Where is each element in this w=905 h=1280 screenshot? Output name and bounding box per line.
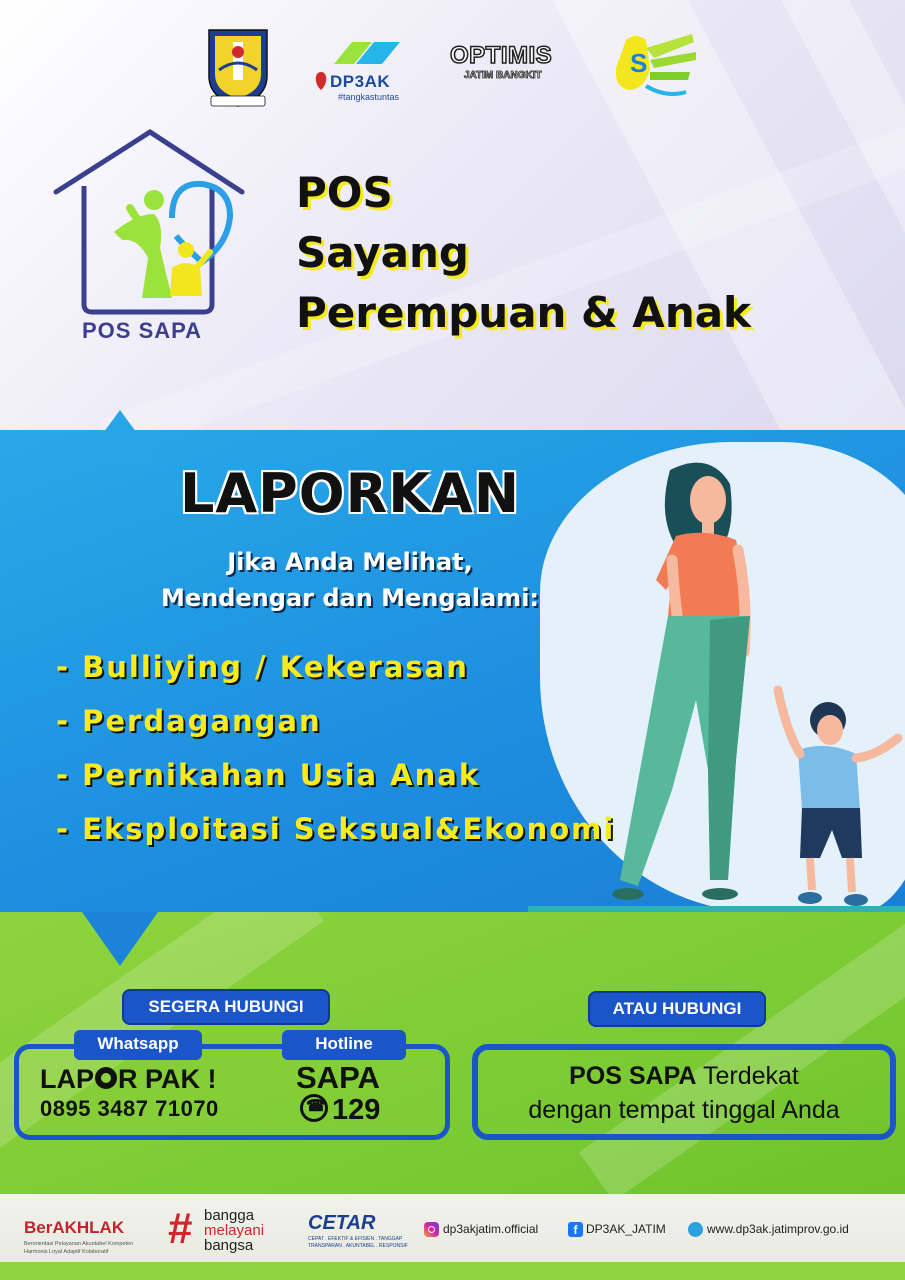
hotline-tab: Hotline [282, 1030, 406, 1060]
lapor-post: R PAK ! [118, 1064, 217, 1094]
cetar-logo: CETAR [308, 1212, 376, 1234]
speech-notch-bottom [82, 912, 158, 966]
facebook-handle: DP3AK_JATIM [586, 1222, 666, 1236]
report-item: - Perdagangan [56, 704, 322, 738]
report-heading: LAPORKAN [179, 462, 521, 525]
title-line-2: Sayang [296, 228, 469, 277]
dp3ak-logo [312, 36, 412, 106]
hotline-number-text: 129 [332, 1094, 381, 1126]
hashtag-icon: # [168, 1204, 193, 1253]
optimis-logo-text: OPTIMIS [450, 42, 553, 69]
instagram-icon [424, 1222, 439, 1237]
whatsapp-number[interactable]: 0895 3487 71070 [40, 1096, 219, 1121]
hotline-name: SAPA [296, 1060, 380, 1095]
title-line-3: Perempuan & Anak [296, 288, 751, 337]
whatsapp-tab: Whatsapp [74, 1030, 202, 1060]
title-line-1: POS [296, 168, 393, 217]
nearest-pos-bold: POS SAPA [569, 1062, 697, 1090]
footer-bottom-bar [0, 1262, 905, 1280]
instagram-handle: dp3akjatim.official [443, 1222, 539, 1236]
bangga-line-1: bangga [204, 1207, 255, 1224]
contact-box-nearest [472, 1044, 896, 1140]
lapor-pre: LAP [40, 1064, 94, 1094]
report-subtitle-line-1: Jika Anda Melihat, [227, 548, 473, 576]
lapor-pak-label [40, 1064, 217, 1095]
optimis-logo [450, 42, 570, 92]
whatsapp-icon [95, 1067, 117, 1089]
globe-icon [688, 1222, 703, 1237]
partner-logos [0, 22, 905, 112]
website-link[interactable] [688, 1222, 849, 1237]
sapa-hand-logo [606, 28, 702, 104]
svg-text:S: S [630, 48, 648, 78]
phone-icon [300, 1094, 328, 1122]
berakhlak-logo: BerAKHLAK [24, 1218, 125, 1237]
hotline-number[interactable] [300, 1094, 380, 1127]
nearest-pos-line-1 [478, 1062, 890, 1091]
website-url: www.dp3ak.jatimprov.go.id [707, 1222, 849, 1236]
facebook-icon: f [568, 1222, 583, 1237]
berakhlak-subtitle: Berorientasi Pelayanan Akuntabel Kompeten Harmonis Loyal Adaptif Kolaboratif [24, 1241, 134, 1255]
bangga-melayani-bangsa-logo [204, 1208, 264, 1253]
dp3ak-tagline: #tangkastuntas [338, 92, 400, 102]
report-subtitle-line-2: Mendengar dan Mengalami: [160, 584, 540, 612]
speech-notch-top [82, 410, 158, 462]
instagram-link[interactable] [424, 1222, 538, 1237]
nearest-pos-line-2: dengan tempat tinggal Anda [528, 1096, 840, 1124]
mother-child-illustration [560, 440, 905, 910]
atau-hubungi-label: ATAU HUBUNGI [588, 991, 766, 1027]
dp3ak-logo-text: DP3AK [330, 72, 391, 91]
report-item: - Bulliying / Kekerasan [56, 650, 469, 684]
report-item: - Eksploitasi Seksual&Ekonomi [56, 812, 616, 846]
segera-hubungi-label: SEGERA HUBUNGI [122, 989, 330, 1025]
cetar-subtitle: CEPAT . EFEKTIF & EFISIEN . TANGGAP TRANSPARAN . AKUNTABEL . RESPONSIF [308, 1236, 408, 1249]
optimis-logo-subtext: JATIM BANGKIT [464, 70, 542, 81]
bangga-line-3: bangsa [204, 1237, 254, 1254]
nearest-pos-rest: Terdekat [696, 1062, 799, 1090]
pos-sapa-label: POS SAPA [82, 318, 203, 343]
bangga-line-2: melayani [204, 1222, 265, 1239]
facebook-link[interactable] [568, 1222, 666, 1237]
report-item: - Pernikahan Usia Anak [56, 758, 481, 792]
pos-sapa-house-logo [52, 128, 248, 348]
jawa-timur-emblem [205, 26, 271, 108]
